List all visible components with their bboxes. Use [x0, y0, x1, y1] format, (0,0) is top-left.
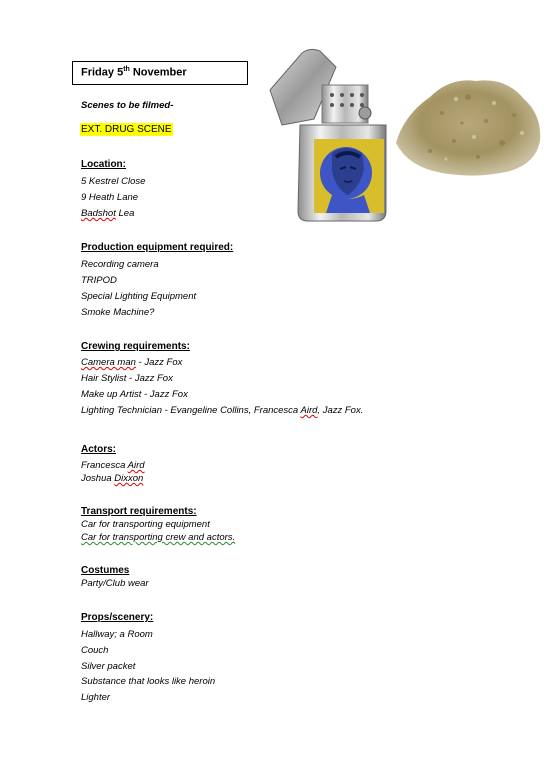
location-heading: Location:: [81, 159, 126, 170]
scene-title: EXT. DRUG SCENE: [81, 124, 172, 135]
costume-item: Party/Club wear: [81, 578, 149, 589]
equipment-heading: Production equipment required:: [81, 242, 234, 253]
equipment-item: Smoke Machine?: [81, 307, 155, 318]
actor-item: Francesca Aird: [81, 460, 145, 471]
location-item: 9 Heath Lane: [81, 192, 139, 203]
scenes-label: Scenes to be filmed-: [81, 100, 174, 111]
date-box: [72, 61, 248, 85]
props-item: Silver packet: [81, 661, 136, 672]
location-item: Badshot Lea: [81, 208, 135, 219]
lighter-image: [262, 45, 392, 223]
transport-item: Car for transporting equipment: [81, 519, 210, 530]
location-item: 5 Kestrel Close: [81, 176, 146, 187]
props-item: Lighter: [81, 692, 111, 703]
crewing-item: Make up Artist - Jazz Fox: [81, 389, 188, 400]
props-item: Substance that looks like heroin: [81, 676, 216, 687]
costumes-heading: Costumes: [81, 565, 130, 576]
props-heading: Props/scenery:: [81, 612, 154, 623]
date-heading: Friday 5th November: [81, 66, 187, 79]
crewing-heading: Crewing requirements:: [81, 341, 190, 352]
equipment-item: Special Lighting Equipment: [81, 291, 197, 302]
crewing-item: Lighting Technician - Evangeline Collins, Francesca Aird, Jazz Fox.: [81, 405, 364, 416]
equipment-item: TRIPOD: [81, 275, 117, 286]
powder-image: [390, 63, 547, 180]
actor-item: Joshua Dixxon: [81, 473, 144, 484]
props-item: Couch: [81, 645, 109, 656]
props-item: Hallway; a Room: [81, 629, 153, 640]
transport-heading: Transport requirements:: [81, 506, 197, 517]
actors-heading: Actors:: [81, 444, 117, 455]
crewing-item: Hair Stylist - Jazz Fox: [81, 373, 173, 384]
equipment-item: Recording camera: [81, 259, 159, 270]
transport-item: Car for transporting crew and actors.: [81, 532, 236, 543]
crewing-item: Camera man - Jazz Fox: [81, 357, 183, 368]
